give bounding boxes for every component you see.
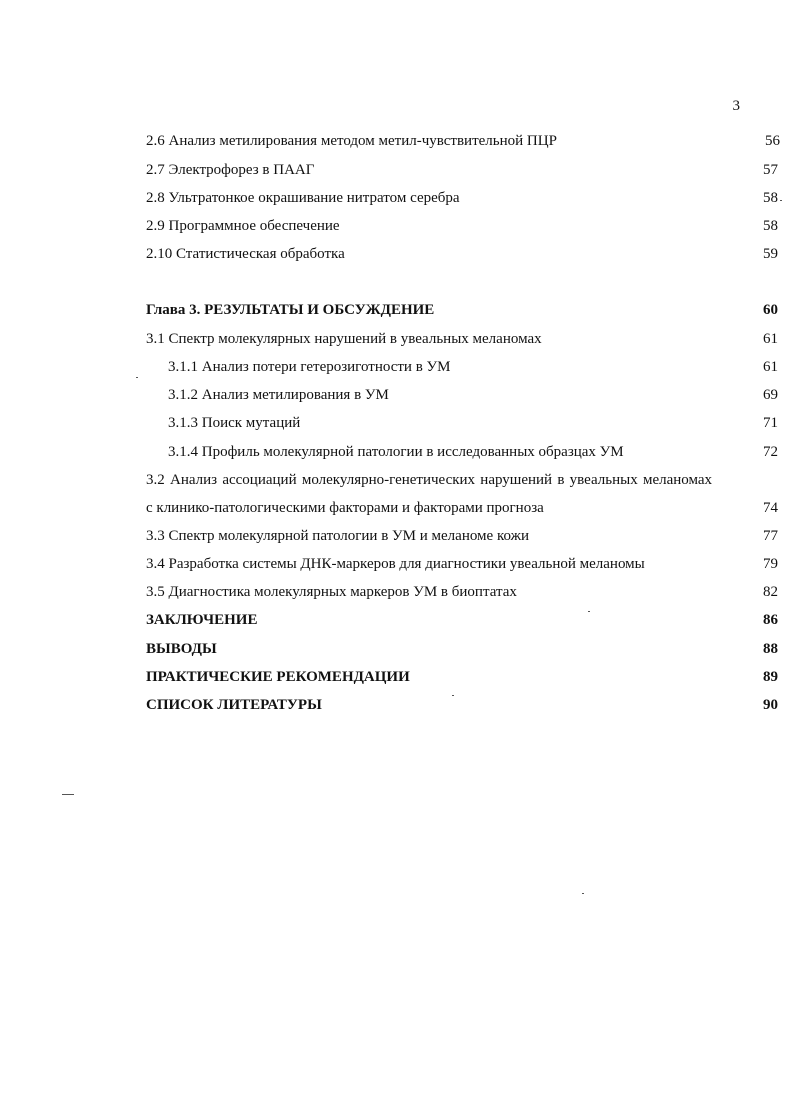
- toc-entry-3-3[interactable]: [146, 525, 778, 547]
- toc-entry-title: 2.8 Ультратонкое окрашивание нитратом серебра: [146, 190, 460, 206]
- toc-entry-page: 74: [763, 500, 778, 516]
- toc-entry-title: 3.1.3 Поиск мутаций: [168, 415, 301, 431]
- toc-entry-title: 2.7 Электрофорез в ПААГ: [146, 162, 315, 178]
- toc-entry-page: 79: [763, 556, 778, 572]
- page-number: 3: [732, 98, 740, 114]
- toc-entry-page: 72: [763, 444, 778, 460]
- toc-entry-2-8[interactable]: [146, 187, 778, 209]
- toc-entry-3-5[interactable]: [146, 581, 778, 603]
- toc-entry-page: 61: [763, 359, 778, 375]
- toc-entry-title: ЗАКЛЮЧЕНИЕ: [146, 612, 258, 628]
- toc-entry-title: 2.6 Анализ метилирования методом метил-чувствительной ПЦР: [146, 133, 557, 149]
- toc-entry-page: 58: [763, 218, 778, 234]
- toc-entry-title: 3.5 Диагностика молекулярных маркеров УМ в биоптатах: [146, 584, 517, 600]
- toc-entry-page: 77: [763, 528, 778, 544]
- toc-entry-conclusion[interactable]: [146, 609, 778, 631]
- toc-entry-2-7[interactable]: [146, 159, 778, 181]
- toc-entry-page: 69: [763, 387, 778, 403]
- toc-entry-page: 86: [763, 612, 778, 628]
- toc-entry-page: 71: [763, 415, 778, 431]
- scan-speck: [62, 794, 74, 795]
- toc-entry-3-2[interactable]: [146, 469, 756, 491]
- toc-entry-page: 82: [763, 584, 778, 600]
- toc-entry-findings[interactable]: [146, 638, 778, 660]
- toc-entry-title: 3.3 Спектр молекулярной патологии в УМ и меланоме кожи: [146, 528, 530, 544]
- toc-entry-title: ПРАКТИЧЕСКИЕ РЕКОМЕНДАЦИИ: [146, 669, 410, 685]
- scan-speck: [136, 377, 138, 378]
- toc-entry-3-1-1[interactable]: [168, 356, 778, 378]
- toc-entry-page: 57: [763, 162, 778, 178]
- toc-entry-2-10[interactable]: [146, 243, 778, 265]
- toc-entry-references[interactable]: [146, 694, 778, 716]
- toc-entry-title: 3.1 Спектр молекулярных нарушений в увеальных меланомах: [146, 331, 542, 347]
- scan-speck: [452, 695, 454, 696]
- scan-speck: [588, 611, 590, 612]
- toc-entry-title: 3.4 Разработка системы ДНК-маркеров для диагностики увеальной меланомы: [146, 556, 645, 572]
- toc-entry-3-4[interactable]: [146, 553, 778, 575]
- toc-entry-page: 88: [763, 641, 778, 657]
- toc-entry-title: 3.1.4 Профиль молекулярной патологии в исследованных образцах УМ: [168, 444, 624, 460]
- toc-entry-3-1-2[interactable]: [168, 384, 778, 406]
- toc-entry-title: 3.2 Анализ ассоциаций молекулярно-генетических нарушений в увеальных меланомах: [146, 472, 713, 488]
- toc-entry-title: 3.1.1 Анализ потери гетерозиготности в УМ: [168, 359, 451, 375]
- toc-entry-chapter-3[interactable]: [146, 299, 778, 321]
- toc-entry-title: с клинико-патологическими факторами и факторами прогноза: [146, 500, 544, 516]
- toc-entry-page: 90: [763, 697, 778, 713]
- toc-entry-title: Глава 3. РЕЗУЛЬТАТЫ И ОБСУЖДЕНИЕ: [146, 302, 435, 318]
- toc-entry-3-1-3[interactable]: [168, 412, 778, 434]
- toc-entry-title: 3.1.2 Анализ метилирования в УМ: [168, 387, 389, 403]
- scan-speck: [582, 893, 584, 894]
- toc-entry-2-6[interactable]: [146, 130, 780, 152]
- toc-entry-3-2-continued[interactable]: [146, 497, 778, 519]
- toc-entry-2-9[interactable]: [146, 215, 778, 237]
- toc-entry-title: 2.10 Статистическая обработка: [146, 246, 345, 262]
- toc-entry-page: 60: [763, 302, 778, 318]
- toc-entry-page: 61: [763, 331, 778, 347]
- toc-entry-title: ВЫВОДЫ: [146, 641, 217, 657]
- scan-speck: [780, 200, 782, 201]
- toc-entry-recommendations[interactable]: [146, 666, 778, 688]
- toc-entry-page: 58: [763, 190, 778, 206]
- toc-entry-title: 2.9 Программное обеспечение: [146, 218, 340, 234]
- toc-entry-3-1-4[interactable]: [168, 441, 778, 463]
- toc-entry-page: 56: [765, 133, 780, 149]
- toc-entry-page: 59: [763, 246, 778, 262]
- toc-entry-3-1[interactable]: [146, 328, 778, 350]
- toc-entry-page: 89: [763, 669, 778, 685]
- toc-entry-title: СПИСОК ЛИТЕРАТУРЫ: [146, 697, 322, 713]
